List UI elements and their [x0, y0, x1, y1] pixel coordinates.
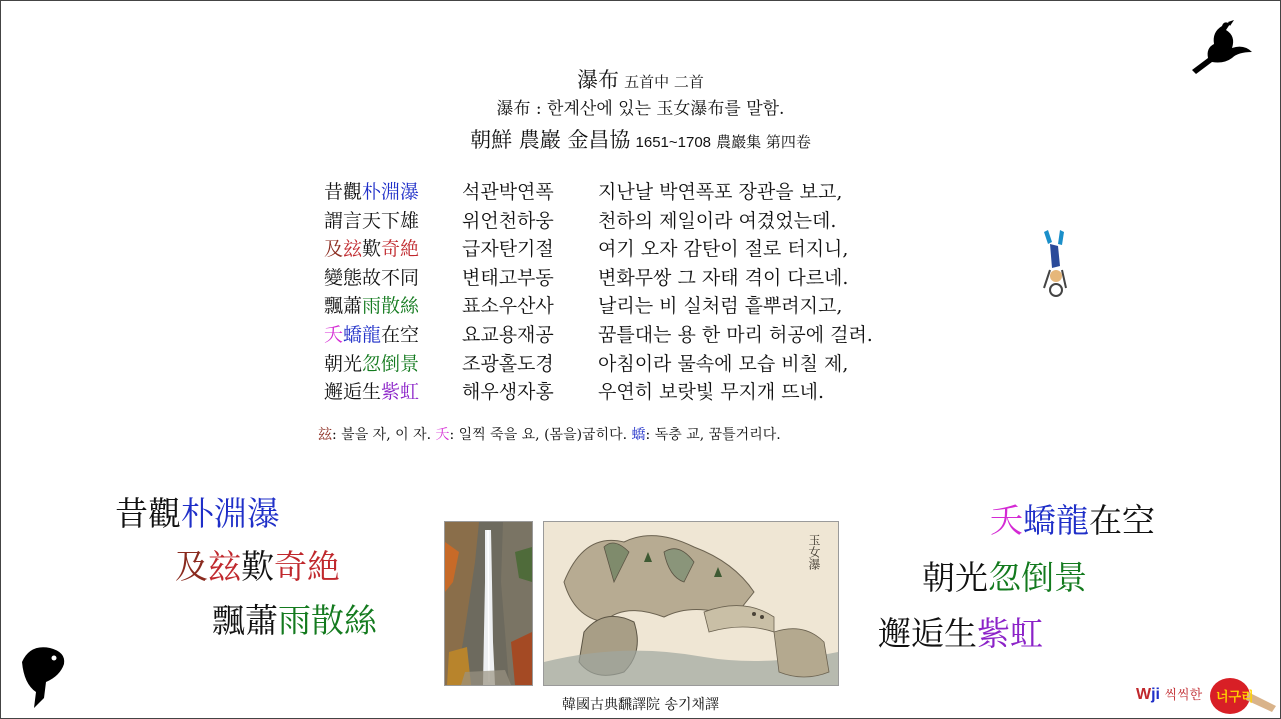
poem-reading: 석관박연폭: [462, 181, 554, 203]
poem-translation: 변화무쌍 그 자태 격이 다르네.: [598, 266, 849, 289]
hanja-segment: 紫虹: [381, 381, 420, 404]
poem-hanja: [324, 264, 462, 293]
poem-hanja: [324, 207, 462, 236]
poem-reading: 해우생자홍: [462, 381, 554, 404]
poem-hanja: [324, 321, 462, 350]
landscape-painting: [543, 521, 839, 686]
big-line-right-1: [990, 495, 1155, 542]
poem-row: [324, 207, 873, 236]
poem-hanja: [324, 235, 462, 264]
hanja-segment: 奇絶: [381, 238, 420, 261]
diver-icon: [1038, 230, 1072, 300]
big-segment: 朴淵瀑: [181, 494, 280, 533]
waterfall-photo: [444, 521, 533, 686]
poem-translation: 우연히 보랏빛 무지개 뜨네.: [598, 381, 825, 404]
pheasant-icon: [1188, 18, 1254, 76]
poem-translation: 지난날 박연폭포 장관을 보고,: [598, 181, 843, 203]
big-segment: 在空: [1089, 501, 1155, 540]
note-text: : 불을 자, 이 자.: [332, 427, 432, 443]
note-text: : 일찍 죽을 요, (몸을)굽히다.: [449, 427, 628, 443]
hanja-segment: 邂逅生: [324, 381, 382, 404]
poem-reading: 위언천하웅: [462, 209, 554, 232]
logo-w: W: [1136, 686, 1152, 703]
big-segment: 蟜龍: [1023, 501, 1089, 540]
poem-row: [324, 264, 873, 293]
hanja-segment: 雨散絲: [362, 295, 420, 318]
poem-reading: 조광홀도경: [462, 352, 554, 375]
author-line: [0, 124, 1281, 154]
hanja-segment: 變態故不同: [324, 266, 420, 289]
poem-hanja: [324, 178, 462, 207]
big-line-right-3: [878, 608, 1043, 655]
poem-reading: 표소우산사: [462, 295, 554, 318]
hanja-segment: 及: [324, 238, 344, 261]
big-segment: 玆: [208, 547, 241, 586]
big-segment: 歎: [241, 547, 274, 586]
hanja-segment: 蟜龍: [343, 323, 382, 346]
big-segment: 朝光: [922, 558, 988, 597]
big-segment: 昔觀: [115, 494, 181, 533]
logo-ji: ji: [1151, 686, 1160, 703]
big-segment: 奇絶: [274, 547, 340, 586]
hanja-segment: 忽倒景: [362, 352, 420, 375]
poem-hanja: [324, 378, 462, 407]
poem-row: [324, 378, 873, 407]
hanja-segment: 夭: [324, 323, 344, 346]
hanja-segment: 在空: [381, 323, 420, 346]
big-segment: 忽倒景: [988, 558, 1087, 597]
logo-text: 씩씩한: [1164, 687, 1203, 702]
big-line-left-1: [115, 488, 280, 535]
note-item: [318, 427, 431, 443]
hanja-segment: 歎: [362, 238, 382, 261]
poem-translation: 꿈틀대는 용 한 마리 허공에 걸려.: [598, 323, 873, 346]
note-char: 蟜: [631, 427, 646, 443]
poem-row: [324, 178, 873, 207]
logo-badge: 너구리: [1216, 690, 1254, 705]
paddle-icon: [1206, 672, 1278, 716]
poem-reading: 변태고부동: [462, 266, 554, 289]
hanja-segment: 飄蕭: [324, 295, 363, 318]
author-years: 1651~1708: [635, 134, 712, 151]
author-main: 朝鮮 農巖 金昌協: [470, 128, 631, 152]
poem-translation: 아침이라 물속에 모습 비칠 제,: [598, 352, 849, 375]
painting-inscription: 玉女瀑: [807, 534, 821, 570]
poem-hanja: [324, 350, 462, 379]
poem-reading: 요교용재공: [462, 323, 554, 346]
note-text: : 독충 교, 꿈틀거리다.: [645, 427, 781, 443]
poem-row: [324, 292, 873, 321]
poem-row: [324, 235, 873, 264]
big-line-left-3: [212, 595, 377, 642]
hanja-segment: 朴淵瀑: [362, 181, 420, 203]
title: [0, 64, 1281, 94]
note-item: [436, 427, 628, 443]
poem-row: [324, 350, 873, 379]
poem-hanja: [324, 292, 462, 321]
poem-table: [324, 178, 873, 407]
credit: 韓國古典飜譯院 송기채譯: [561, 697, 720, 713]
poem-row: [324, 321, 873, 350]
poem-translation: 여기 오자 감탄이 절로 터지니,: [598, 238, 849, 261]
title-sub: 五首中 二首: [624, 73, 704, 91]
big-segment: 飄蕭: [212, 601, 278, 640]
title-main: 瀑布: [577, 68, 620, 92]
hanja-segment: 謂言天下雄: [324, 209, 420, 232]
notes-line: [318, 424, 781, 444]
hanja-segment: 玆: [343, 238, 363, 261]
big-segment: 夭: [990, 501, 1023, 540]
brand-logo: [1136, 684, 1202, 704]
big-segment: 及: [175, 547, 208, 586]
big-segment: 邂逅生: [878, 614, 977, 653]
subtitle: 瀑布 : 한계산에 있는 玉女瀑布를 말함.: [496, 99, 785, 119]
poem-translation: 날리는 비 실처럼 흩뿌려지고,: [598, 295, 843, 318]
big-segment: 雨散絲: [278, 601, 377, 640]
big-segment: 紫虹: [977, 614, 1043, 653]
note-char: 玆: [318, 427, 332, 443]
hanja-segment: 朝光: [324, 352, 363, 375]
note-item: [632, 427, 781, 443]
fish-icon: [16, 642, 68, 710]
big-line-right-2: [922, 552, 1087, 599]
big-line-left-2: [175, 541, 340, 588]
note-char: 夭: [435, 427, 450, 443]
poem-reading: 급자탄기절: [462, 238, 554, 261]
poem-translation: 천하의 제일이라 여겼었는데.: [598, 209, 837, 232]
author-source: 農巖集 第四卷: [716, 133, 811, 151]
hanja-segment: 昔觀: [324, 181, 363, 203]
